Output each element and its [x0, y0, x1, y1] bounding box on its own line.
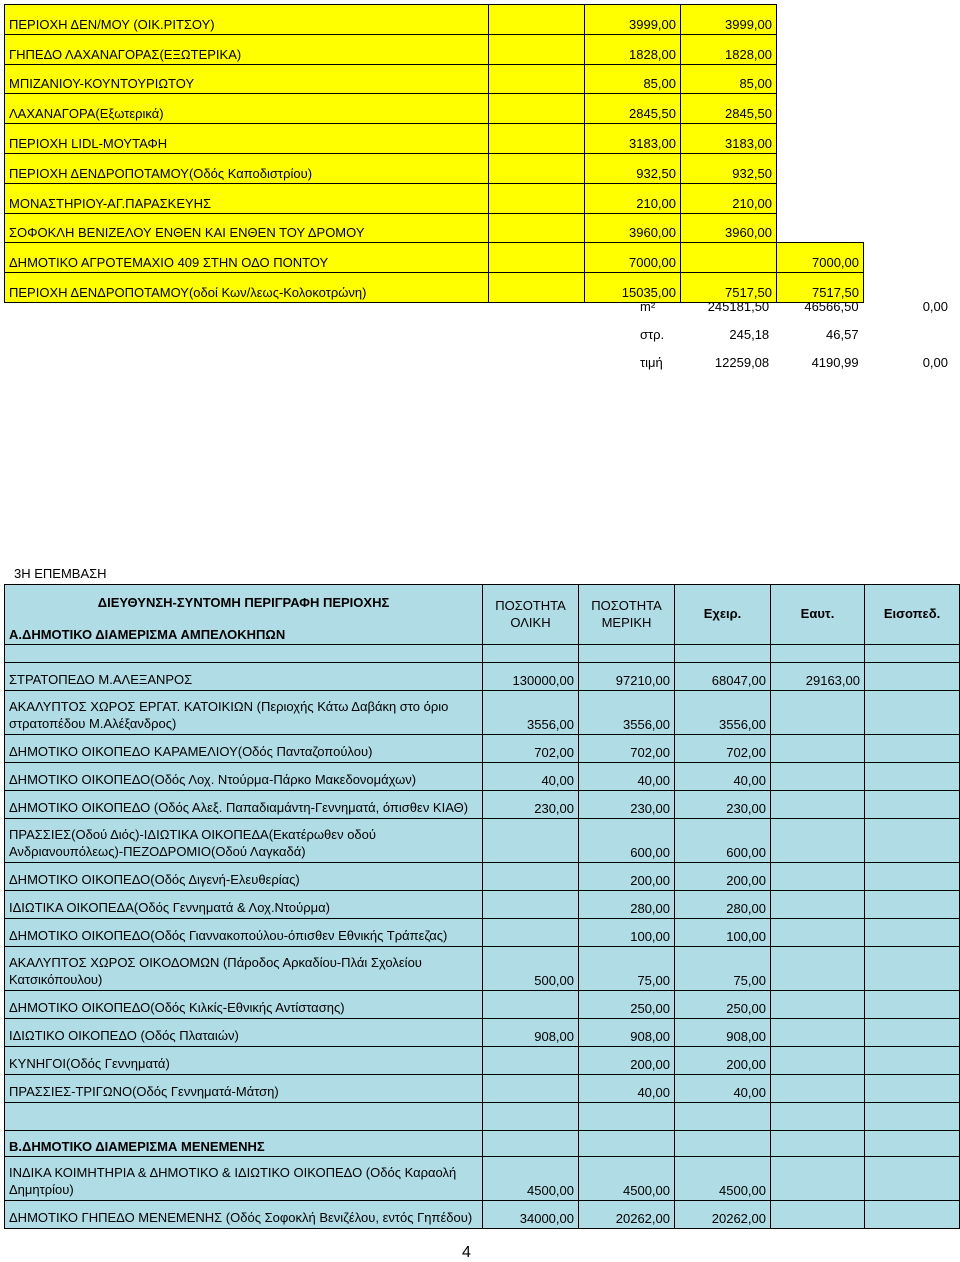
row-partial: 250,00 — [579, 991, 675, 1019]
area-list-table — [4, 4, 864, 303]
empty-cell — [675, 645, 771, 663]
summary-block — [640, 292, 954, 376]
row-eisoped — [865, 1019, 960, 1047]
area-col-3: 85,00 — [681, 64, 777, 94]
spacer-row — [5, 1103, 960, 1131]
area-description: ΓΗΠΕΔΟ ΛΑΧΑΝΑΓΟΡΑΣ(ΕΞΩΤΕΡΙΚΑ) — [5, 34, 489, 64]
row-eisoped — [865, 1201, 960, 1229]
row-excheir: 702,00 — [675, 735, 771, 763]
row-total — [483, 991, 579, 1019]
summary-label: m² — [640, 298, 656, 314]
row-eaut — [771, 1201, 865, 1229]
row-description: ΑΚΑΛΥΠΤΟΣ ΧΩΡΟΣ ΕΡΓΑΤ. ΚΑΤΟΙΚΙΩΝ (Περιοχής Κάτω Δαβάκη στο όριο στρατοπέδου Μ.Αλέξανδρος) — [5, 691, 483, 735]
area-col-3: 7517,50 — [681, 273, 777, 303]
row-total: 908,00 — [483, 1019, 579, 1047]
area-description: ΠΕΡΙΟΧΗ LIDL-ΜΟΥΤΑΦΗ — [5, 124, 489, 154]
row-excheir: 3556,00 — [675, 691, 771, 735]
empty-cell — [771, 1103, 865, 1131]
row-total: 3556,00 — [483, 691, 579, 735]
empty-cell — [771, 1131, 865, 1157]
area-row — [5, 5, 864, 35]
empty-cell — [579, 1131, 675, 1157]
area-col-1 — [489, 243, 585, 273]
row-excheir: 100,00 — [675, 919, 771, 947]
summary-value-1: 245181,50 — [707, 298, 770, 314]
row-total — [483, 919, 579, 947]
area-col-4: 7000,00 — [777, 243, 864, 273]
area-col-3: 3999,00 — [681, 5, 777, 35]
table-row — [5, 1047, 960, 1075]
row-partial: 4500,00 — [579, 1157, 675, 1201]
table-row — [5, 947, 960, 991]
area-col-3 — [681, 243, 777, 273]
empty-cell — [675, 1103, 771, 1131]
intervention-table — [4, 584, 960, 1229]
group-b-title: Β.ΔΗΜΟΤΙΚΟ ΔΙΑΜΕΡΙΣΜΑ ΜΕΝΕΜΕΝΗΣ — [5, 1131, 483, 1157]
row-eaut: 29163,00 — [771, 663, 865, 691]
area-description: ΔΗΜΟΤΙΚΟ ΑΓΡΟΤΕΜΑΧΙΟ 409 ΣΤΗΝ ΟΔΟ ΠΟΝΤΟΥ — [5, 243, 489, 273]
area-col-3: 3183,00 — [681, 124, 777, 154]
group-a-title: Α.ΔΗΜΟΤΙΚΟ ΔΙΑΜΕΡΙΣΜΑ ΑΜΠΕΛΟΚΗΠΩΝ — [5, 615, 483, 645]
row-description: ΔΗΜΟΤΙΚΟ ΟΙΚΟΠΕΔΟ(Οδός Λοχ. Ντούρμα-Πάρκο Μακεδονομάχων) — [5, 763, 483, 791]
row-partial: 702,00 — [579, 735, 675, 763]
area-col-3: 932,50 — [681, 153, 777, 183]
table-row — [5, 791, 960, 819]
row-eisoped — [865, 991, 960, 1019]
empty-cell — [865, 645, 960, 663]
table-row — [5, 691, 960, 735]
header-partial: ΠΟΣΟΤΗΤΑ ΜΕΡΙΚΗ — [579, 585, 675, 645]
area-row — [5, 94, 864, 124]
row-excheir: 908,00 — [675, 1019, 771, 1047]
row-partial: 40,00 — [579, 763, 675, 791]
row-partial: 3556,00 — [579, 691, 675, 735]
row-partial: 75,00 — [579, 947, 675, 991]
row-total — [483, 863, 579, 891]
row-partial: 230,00 — [579, 791, 675, 819]
summary-value-2: 46566,50 — [804, 298, 859, 314]
table-row — [5, 819, 960, 863]
row-eisoped — [865, 1047, 960, 1075]
empty-cell — [5, 1103, 483, 1131]
empty-cell — [483, 1131, 579, 1157]
row-total — [483, 819, 579, 863]
area-col-1 — [489, 64, 585, 94]
area-col-2: 85,00 — [585, 64, 681, 94]
row-eisoped — [865, 819, 960, 863]
row-partial: 97210,00 — [579, 663, 675, 691]
area-row — [5, 243, 864, 273]
row-eaut — [771, 863, 865, 891]
area-col-2: 210,00 — [585, 183, 681, 213]
row-excheir: 250,00 — [675, 991, 771, 1019]
empty-cell — [483, 1103, 579, 1131]
row-eaut — [771, 819, 865, 863]
area-col-2: 3960,00 — [585, 213, 681, 243]
area-row — [5, 124, 864, 154]
empty-cell — [771, 645, 865, 663]
row-excheir: 68047,00 — [675, 663, 771, 691]
table-row — [5, 763, 960, 791]
row-eaut — [771, 919, 865, 947]
group-title-row — [5, 1131, 960, 1157]
empty-cell — [5, 645, 483, 663]
area-description: ΠΕΡΙΟΧΗ ΔΕΝΔΡΟΠΟΤΑΜΟΥ(Οδός Καποδιστρίου) — [5, 153, 489, 183]
summary-value-3: 0,00 — [922, 354, 948, 370]
table-row — [5, 891, 960, 919]
area-description: ΠΕΡΙΟΧΗ ΔΕΝ/ΜΟΥ (ΟΙΚ.ΡΙΤΣΟΥ) — [5, 5, 489, 35]
row-description: ΙΔΙΩΤΙΚΟ ΟΙΚΟΠΕΔΟ (Οδός Πλαταιών) — [5, 1019, 483, 1047]
row-eisoped — [865, 763, 960, 791]
area-col-1 — [489, 213, 585, 243]
area-col-2: 15035,00 — [585, 273, 681, 303]
area-col-2: 7000,00 — [585, 243, 681, 273]
row-eaut — [771, 947, 865, 991]
empty-cell — [579, 1103, 675, 1131]
table-row — [5, 663, 960, 691]
row-eisoped — [865, 735, 960, 763]
area-description: ΛΑΧΑΝΑΓΟΡΑ(Εξωτερικά) — [5, 94, 489, 124]
row-description: ΠΡΑΣΣΙΕΣ(Οδού Διός)-ΙΔΙΩΤΙΚΑ ΟΙΚΟΠΕΔΑ(Εκατέρωθεν οδού Ανδριανουπόλεως)-ΠΕΖΟΔΡΟΜΙΟ(Οδού Λαγκαδά) — [5, 819, 483, 863]
area-col-4 — [777, 153, 864, 183]
row-description: ΣΤΡΑΤΟΠΕΔΟ Μ.ΑΛΕΞΑΝΡΟΣ — [5, 663, 483, 691]
page-number: 4 — [462, 1244, 471, 1261]
summary-label: τιμή — [640, 354, 663, 370]
row-excheir: 4500,00 — [675, 1157, 771, 1201]
area-row — [5, 183, 864, 213]
row-total — [483, 1047, 579, 1075]
header-col-excheir: Εχειρ. — [675, 585, 771, 645]
row-partial: 280,00 — [579, 891, 675, 919]
table-row — [5, 735, 960, 763]
row-total: 34000,00 — [483, 1201, 579, 1229]
header-col-eaut: Εαυτ. — [771, 585, 865, 645]
table-row — [5, 1201, 960, 1229]
table-row — [5, 1019, 960, 1047]
row-description: ΔΗΜΟΤΙΚΟ ΓΗΠΕΔΟ ΜΕΝΕΜΕΝΗΣ (Οδός Σοφοκλή Βενιζέλου, εντός Γηπέδου) — [5, 1201, 483, 1229]
row-eaut — [771, 891, 865, 919]
row-eisoped — [865, 663, 960, 691]
area-col-3: 2845,50 — [681, 94, 777, 124]
row-eaut — [771, 791, 865, 819]
row-excheir: 40,00 — [675, 763, 771, 791]
area-row — [5, 34, 864, 64]
row-description: ΔΗΜΟΤΙΚΟ ΟΙΚΟΠΕΔΟ(Οδός Διγενή-Ελευθερίας) — [5, 863, 483, 891]
row-eaut — [771, 1019, 865, 1047]
summary-label: στρ. — [640, 326, 665, 342]
spacer-row — [5, 645, 960, 663]
row-excheir: 280,00 — [675, 891, 771, 919]
row-total: 500,00 — [483, 947, 579, 991]
row-total: 230,00 — [483, 791, 579, 819]
row-total: 130000,00 — [483, 663, 579, 691]
area-col-4 — [777, 34, 864, 64]
area-col-1 — [489, 5, 585, 35]
area-row — [5, 64, 864, 94]
row-eisoped — [865, 1157, 960, 1201]
row-partial: 40,00 — [579, 1075, 675, 1103]
empty-cell — [865, 1103, 960, 1131]
row-eisoped — [865, 919, 960, 947]
row-partial: 600,00 — [579, 819, 675, 863]
area-row — [5, 153, 864, 183]
empty-cell — [675, 1131, 771, 1157]
area-description: ΣΟΦΟΚΛΗ ΒΕΝΙΖΕΛΟΥ ΕΝΘΕΝ ΚΑΙ ΕΝΘΕΝ ΤΟΥ ΔΡΟΜΟΥ — [5, 213, 489, 243]
area-col-1 — [489, 273, 585, 303]
area-col-3: 3960,00 — [681, 213, 777, 243]
table-row — [5, 1075, 960, 1103]
row-description: ΔΗΜΟΤΙΚΟ ΟΙΚΟΠΕΔΟ(Οδός Γιαννακοπούλου-όπισθεν Εθνικής Τράπεζας) — [5, 919, 483, 947]
row-eaut — [771, 1047, 865, 1075]
area-col-4 — [777, 183, 864, 213]
table-row — [5, 1157, 960, 1201]
area-col-4: 7517,50 — [777, 273, 864, 303]
row-total: 4500,00 — [483, 1157, 579, 1201]
area-col-1 — [489, 183, 585, 213]
row-partial: 908,00 — [579, 1019, 675, 1047]
row-excheir: 600,00 — [675, 819, 771, 863]
row-excheir: 200,00 — [675, 863, 771, 891]
summary-value-2: 46,57 — [826, 326, 859, 342]
row-description: ΠΡΑΣΣΙΕΣ-ΤΡΙΓΩΝΟ(Οδός Γεννηματά-Μάτση) — [5, 1075, 483, 1103]
summary-row — [640, 348, 954, 376]
summary-value-1: 245,18 — [729, 326, 770, 342]
area-col-1 — [489, 153, 585, 183]
area-col-2: 3183,00 — [585, 124, 681, 154]
row-eisoped — [865, 1075, 960, 1103]
header-description: ΔΙΕΥΘΥΝΣΗ-ΣΥΝΤΟΜΗ ΠΕΡΙΓΡΑΦΗ ΠΕΡΙΟΧΗΣ — [5, 585, 483, 615]
row-total — [483, 1075, 579, 1103]
row-partial: 20262,00 — [579, 1201, 675, 1229]
area-col-3: 210,00 — [681, 183, 777, 213]
area-col-4 — [777, 64, 864, 94]
row-description: ΙΝΔΙΚΑ ΚΟΙΜΗΤΗΡΙΑ & ΔΗΜΟΤΙΚΟ & ΙΔΙΩΤΙΚΟ ΟΙΚΟΠΕΔΟ (Οδός Καραολή Δημητρίου) — [5, 1157, 483, 1201]
row-total: 40,00 — [483, 763, 579, 791]
row-eaut — [771, 1075, 865, 1103]
summary-row — [640, 292, 954, 320]
table-row — [5, 863, 960, 891]
row-eaut — [771, 1157, 865, 1201]
row-eaut — [771, 735, 865, 763]
area-col-2: 3999,00 — [585, 5, 681, 35]
row-eisoped — [865, 791, 960, 819]
area-description: ΠΕΡΙΟΧΗ ΔΕΝΔΡΟΠΟΤΑΜΟΥ(οδοί Κων/λεως-Κολοκοτρώνη) — [5, 273, 489, 303]
area-description: ΜΠΙΖΑΝΙΟΥ-ΚΟΥΝΤΟΥΡΙΩΤΟΥ — [5, 64, 489, 94]
empty-cell — [865, 1131, 960, 1157]
area-col-4 — [777, 94, 864, 124]
area-col-1 — [489, 124, 585, 154]
area-col-2: 2845,50 — [585, 94, 681, 124]
header-col-eisoped: Εισοπεδ. — [865, 585, 960, 645]
area-description: ΜΟΝΑΣΤΗΡΙΟΥ-ΑΓ.ΠΑΡΑΣΚΕΥΗΣ — [5, 183, 489, 213]
row-partial: 200,00 — [579, 1047, 675, 1075]
area-col-4 — [777, 213, 864, 243]
row-partial: 100,00 — [579, 919, 675, 947]
row-eisoped — [865, 863, 960, 891]
row-excheir: 20262,00 — [675, 1201, 771, 1229]
row-eaut — [771, 691, 865, 735]
row-eaut — [771, 763, 865, 791]
summary-value-1: 12259,08 — [714, 354, 770, 370]
row-description: ΚΥΝΗΓΟΙ(Οδός Γεννηματά) — [5, 1047, 483, 1075]
row-eaut — [771, 991, 865, 1019]
area-col-4 — [777, 124, 864, 154]
row-excheir: 75,00 — [675, 947, 771, 991]
section-title: 3Η ΕΠΕΜΒΑΣΗ — [14, 566, 107, 581]
row-description: ΔΗΜΟΤΙΚΟ ΟΙΚΟΠΕΔΟ (Οδός Αλεξ. Παπαδιαμάντη-Γεννηματά, όπισθεν ΚΙΑΘ) — [5, 791, 483, 819]
area-col-4 — [777, 5, 864, 35]
area-col-1 — [489, 34, 585, 64]
row-description: ΙΔΙΩΤΙΚΑ ΟΙΚΟΠΕΔΑ(Οδός Γεννηματά & Λοχ.Ντούρμα) — [5, 891, 483, 919]
row-description: ΔΗΜΟΤΙΚΟ ΟΙΚΟΠΕΔΟ ΚΑΡΑΜΕΛΙΟΥ(Οδός Πανταζοπούλου) — [5, 735, 483, 763]
table-row — [5, 991, 960, 1019]
row-excheir: 230,00 — [675, 791, 771, 819]
table-row — [5, 919, 960, 947]
row-eisoped — [865, 691, 960, 735]
row-partial: 200,00 — [579, 863, 675, 891]
row-description: ΔΗΜΟΤΙΚΟ ΟΙΚΟΠΕΔΟ(Οδός Κιλκίς-Εθνικής Αντίστασης) — [5, 991, 483, 1019]
area-col-3: 1828,00 — [681, 34, 777, 64]
summary-value-2: 4190,99 — [811, 354, 859, 370]
empty-cell — [579, 645, 675, 663]
row-total: 702,00 — [483, 735, 579, 763]
summary-value-3: 0,00 — [922, 298, 948, 314]
row-eisoped — [865, 891, 960, 919]
area-col-2: 932,50 — [585, 153, 681, 183]
row-excheir: 200,00 — [675, 1047, 771, 1075]
summary-row — [640, 320, 954, 348]
empty-cell — [483, 645, 579, 663]
row-excheir: 40,00 — [675, 1075, 771, 1103]
table-header-row — [5, 585, 960, 615]
row-total — [483, 891, 579, 919]
area-col-2: 1828,00 — [585, 34, 681, 64]
area-row — [5, 213, 864, 243]
row-description: ΑΚΑΛΥΠΤΟΣ ΧΩΡΟΣ ΟΙΚΟΔΟΜΩΝ (Πάροδος Αρκαδίου-Πλάι Σχολείου Κατσικόπουλου) — [5, 947, 483, 991]
row-eisoped — [865, 947, 960, 991]
area-col-1 — [489, 94, 585, 124]
header-total: ΠΟΣΟΤΗΤΑ ΟΛΙΚΗ — [483, 585, 579, 645]
